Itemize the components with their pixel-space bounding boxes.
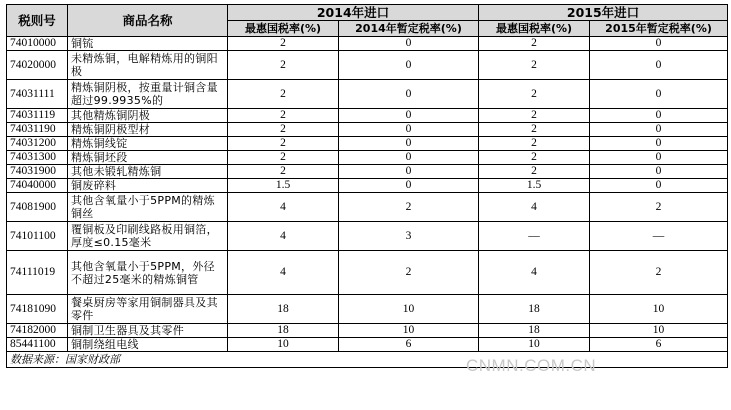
cell-provisional-2014: 0 xyxy=(339,179,479,193)
cell-name: 未精炼铜，电解精炼用的铜阳极 xyxy=(68,51,228,80)
cell-name: 其他精炼铜阴极 xyxy=(68,109,228,123)
cell-name: 精炼铜坯段 xyxy=(68,151,228,165)
tariff-table xyxy=(6,4,728,368)
cell-code: 74181090 xyxy=(7,295,68,324)
cell-code: 74010000 xyxy=(7,37,68,51)
cell-code: 74031190 xyxy=(7,123,68,137)
cell-code: 74031300 xyxy=(7,151,68,165)
cell-mfn-2015: 10 xyxy=(479,338,590,352)
header-code: 税则号 xyxy=(7,5,68,37)
cell-provisional-2015: 10 xyxy=(590,295,728,324)
table-row xyxy=(7,37,728,51)
cell-name: 铜废碎料 xyxy=(68,179,228,193)
cell-provisional-2015: 0 xyxy=(590,51,728,80)
cell-mfn-2015: 2 xyxy=(479,51,590,80)
cell-name: 铜制绕组电线 xyxy=(68,338,228,352)
cell-code: 74081900 xyxy=(7,193,68,222)
table-row xyxy=(7,80,728,109)
cell-mfn-2014: 2 xyxy=(228,165,339,179)
cell-code: 74031900 xyxy=(7,165,68,179)
cell-provisional-2015: 2 xyxy=(590,193,728,222)
cell-name: 餐桌厨房等家用铜制器具及其零件 xyxy=(68,295,228,324)
cell-provisional-2014: 0 xyxy=(339,151,479,165)
cell-mfn-2015: 4 xyxy=(479,251,590,295)
cell-name: 其他含氧量小于5PPM的精炼铜丝 xyxy=(68,193,228,222)
cell-provisional-2015: 0 xyxy=(590,151,728,165)
cell-code: 74040000 xyxy=(7,179,68,193)
table-row xyxy=(7,251,728,295)
cell-provisional-2015: 0 xyxy=(590,165,728,179)
table-row xyxy=(7,295,728,324)
cell-provisional-2015: 0 xyxy=(590,137,728,151)
table-body xyxy=(7,37,728,352)
cell-provisional-2014: 10 xyxy=(339,295,479,324)
cell-code: 74101100 xyxy=(7,222,68,251)
cell-mfn-2014: 2 xyxy=(228,37,339,51)
cell-provisional-2015: 10 xyxy=(590,324,728,338)
table-row xyxy=(7,222,728,251)
cell-name: 精炼铜阴极型材 xyxy=(68,123,228,137)
cell-provisional-2014: 0 xyxy=(339,137,479,151)
cell-mfn-2014: 18 xyxy=(228,295,339,324)
source-note: 数据来源：国家财政部 xyxy=(7,352,728,368)
header-provisional-2014: 2014年暂定税率(%) xyxy=(339,21,479,37)
cell-mfn-2015: 4 xyxy=(479,193,590,222)
cell-mfn-2014: 2 xyxy=(228,51,339,80)
cell-mfn-2014: 2 xyxy=(228,137,339,151)
cell-mfn-2015: — xyxy=(479,222,590,251)
cell-name: 其他含氧量小于5PPM，外径不超过25毫米的精炼铜管 xyxy=(68,251,228,295)
cell-mfn-2014: 1.5 xyxy=(228,179,339,193)
cell-provisional-2015: 0 xyxy=(590,179,728,193)
cell-mfn-2014: 10 xyxy=(228,338,339,352)
cell-code: 74031200 xyxy=(7,137,68,151)
cell-mfn-2014: 18 xyxy=(228,324,339,338)
table-row xyxy=(7,324,728,338)
cell-provisional-2014: 2 xyxy=(339,193,479,222)
cell-provisional-2015: 2 xyxy=(590,251,728,295)
cell-provisional-2015: 0 xyxy=(590,37,728,51)
cell-mfn-2015: 2 xyxy=(479,165,590,179)
cell-mfn-2015: 2 xyxy=(479,151,590,165)
cell-mfn-2014: 4 xyxy=(228,193,339,222)
cell-name: 铜制卫生器具及其零件 xyxy=(68,324,228,338)
cell-code: 74182000 xyxy=(7,324,68,338)
cell-provisional-2014: 6 xyxy=(339,338,479,352)
cell-provisional-2014: 3 xyxy=(339,222,479,251)
table-row xyxy=(7,51,728,80)
table-row xyxy=(7,165,728,179)
cell-provisional-2014: 0 xyxy=(339,80,479,109)
cell-provisional-2015: — xyxy=(590,222,728,251)
cell-mfn-2015: 18 xyxy=(479,324,590,338)
cell-name: 精炼铜线锭 xyxy=(68,137,228,151)
cell-mfn-2015: 2 xyxy=(479,137,590,151)
header-name: 商品名称 xyxy=(68,5,228,37)
cell-mfn-2015: 2 xyxy=(479,109,590,123)
header-mfn-2014: 最惠国税率(%) xyxy=(228,21,339,37)
cell-provisional-2014: 2 xyxy=(339,251,479,295)
cell-name: 其他未锻轧精炼铜 xyxy=(68,165,228,179)
cell-provisional-2015: 0 xyxy=(590,109,728,123)
table-row xyxy=(7,137,728,151)
cell-mfn-2015: 18 xyxy=(479,295,590,324)
cell-provisional-2014: 10 xyxy=(339,324,479,338)
cell-mfn-2015: 2 xyxy=(479,123,590,137)
cell-provisional-2014: 0 xyxy=(339,109,479,123)
cell-code: 74020000 xyxy=(7,51,68,80)
cell-mfn-2014: 4 xyxy=(228,222,339,251)
table-row xyxy=(7,338,728,352)
watermark: CNMN.COM.CN xyxy=(466,356,597,375)
table-row xyxy=(7,109,728,123)
cell-mfn-2015: 2 xyxy=(479,37,590,51)
cell-mfn-2014: 2 xyxy=(228,80,339,109)
cell-name: 精炼铜阴极，按重量计铜含量超过99.9935%的 xyxy=(68,80,228,109)
cell-mfn-2014: 2 xyxy=(228,151,339,165)
header-year-2014: 2014年进口 xyxy=(228,5,479,21)
cell-code: 85441100 xyxy=(7,338,68,352)
cell-mfn-2015: 1.5 xyxy=(479,179,590,193)
cell-provisional-2015: 6 xyxy=(590,338,728,352)
table-row xyxy=(7,123,728,137)
cell-code: 74111019 xyxy=(7,251,68,295)
cell-code: 74031119 xyxy=(7,109,68,123)
cell-provisional-2014: 0 xyxy=(339,165,479,179)
cell-provisional-2015: 0 xyxy=(590,123,728,137)
table-row xyxy=(7,193,728,222)
cell-mfn-2014: 2 xyxy=(228,109,339,123)
table-row xyxy=(7,179,728,193)
cell-provisional-2015: 0 xyxy=(590,80,728,109)
cell-provisional-2014: 0 xyxy=(339,37,479,51)
header-provisional-2015: 2015年暂定税率(%) xyxy=(590,21,728,37)
header-year-2015: 2015年进口 xyxy=(479,5,728,21)
header-mfn-2015: 最惠国税率(%) xyxy=(479,21,590,37)
cell-name: 铜锍 xyxy=(68,37,228,51)
cell-code: 74031111 xyxy=(7,80,68,109)
cell-mfn-2014: 4 xyxy=(228,251,339,295)
cell-provisional-2014: 0 xyxy=(339,123,479,137)
cell-mfn-2014: 2 xyxy=(228,123,339,137)
cell-provisional-2014: 0 xyxy=(339,51,479,80)
cell-mfn-2015: 2 xyxy=(479,80,590,109)
cell-name: 覆铜板及印刷线路板用铜箔，厚度≤0.15毫米 xyxy=(68,222,228,251)
table-row xyxy=(7,151,728,165)
